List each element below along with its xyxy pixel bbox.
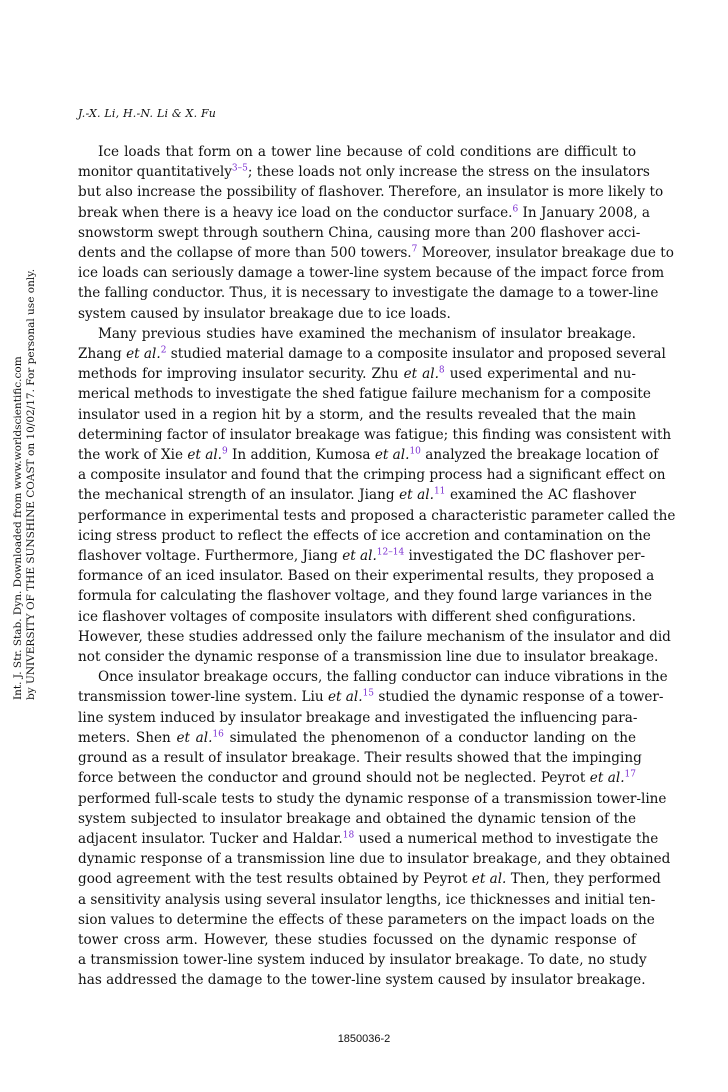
paragraph-2-line: the mechanical strength of an insulator. Jiang et al.$^{11}$ examined the AC flashover xyxy=(78,486,636,504)
paragraph-3-line: good agreement with the test results obtained by Peyrot et al. Then, they performed xyxy=(78,871,661,888)
paragraph-3-line: sion values to determine the effects of these parameters on the impact loads on the xyxy=(78,911,655,928)
paragraph-3-line: system subjected to insulator breakage and obtained the dynamic tension of the xyxy=(78,810,636,827)
citation-link[interactable]: 11 xyxy=(433,486,446,497)
paragraph-2-line: determining factor of insulator breakage was fatigue; this finding was consistent with xyxy=(78,426,672,443)
citation-link[interactable]: 18 xyxy=(342,830,355,841)
paragraph-3-line: line system induced by insulator breakage and investigated the influencing para- xyxy=(78,709,638,726)
paragraph-3-line: ground as a result of insulator breakage. Their results showed that the impinging xyxy=(78,750,642,767)
paragraph-3-line: Once insulator breakage occurs, the falling conductor can induce vibrations in the xyxy=(98,669,668,686)
running-head: J.-X. Li, H.-N. Li & X. Fu xyxy=(78,107,217,120)
paragraph-2-line: Zhang et al.$^2$ studied material damage to a composite insulator and proposed several xyxy=(78,345,666,363)
paragraph-2-line: a composite insulator and found that the crimping process had a significant effect on xyxy=(78,467,666,484)
paragraph-1-line: but also increase the possibility of flashover. Therefore, an insulator is more likely to xyxy=(78,184,664,201)
paragraph-3-line: a transmission tower-line system induced by insulator breakage. To date, no study xyxy=(78,952,647,969)
paragraph-2-line: the work of Xie et al.$^9$ In addition, Kumosa et al.$^{10}$ analyzed the breakage location of xyxy=(78,446,659,464)
citation-link[interactable]: 3–5 xyxy=(231,163,248,174)
paragraph-3-line: a sensitivity analysis using several insulator lengths, ice thicknesses and initial ten- xyxy=(78,891,656,908)
paragraph-1-line: the falling conductor. Thus, it is necessary to investigate the damage to a tower-line xyxy=(78,285,659,302)
citation-link[interactable]: 10 xyxy=(409,446,421,457)
citation-link[interactable]: 8 xyxy=(438,365,445,376)
citation-link[interactable]: 16 xyxy=(212,729,224,740)
paragraph-1-line: Ice loads that form on a tower line because of cold conditions are difficult to xyxy=(98,144,636,160)
paragraph-3-line: force between the conductor and ground should not be neglected. Peyrot et al.$^{17}$ xyxy=(78,769,636,787)
paragraph-2-line: formula for calculating the flashover voltage, and they found large variances in the xyxy=(78,588,653,605)
paragraph-1-line: dents and the collapse of more than 500 towers.$^7$ Moreover, insulator breakage due to xyxy=(78,244,674,262)
paragraph-1-line: monitor quantitatively$^{3-5}$; these loads not only increase the stress on the insulators xyxy=(78,163,650,181)
paragraph-3-line: performed full-scale tests to study the dynamic response of a transmission tower-line xyxy=(78,790,667,807)
paragraph-3-line: dynamic response of a transmission line due to insulator breakage, and they obtained xyxy=(78,851,671,868)
download-notice-line-1: Int. J. Str. Stab. Dyn. Downloaded from www.worldscientific.com xyxy=(12,356,24,700)
paragraph-3-line: has addressed the damage to the tower-line system caused by insulator breakage. xyxy=(78,972,646,989)
page-number: 1850036-2 xyxy=(337,1033,391,1045)
paragraph-1-line: snowstorm swept through southern China, causing more than 200 flashover acci- xyxy=(78,224,641,241)
citation-link[interactable]: 17 xyxy=(624,769,636,780)
paragraph-3-line: adjacent insulator. Tucker and Haldar.$^{18}$ used a numerical method to investigate the xyxy=(78,830,659,847)
paragraph-2-line: ice flashover voltages of composite insulators with different shed configurations. xyxy=(78,608,636,625)
download-notice xyxy=(12,269,38,700)
paragraph-2-line: performance in experimental tests and proposed a characteristic parameter called the xyxy=(78,507,676,524)
citation-link[interactable]: 7 xyxy=(411,244,418,255)
body-text xyxy=(78,142,676,991)
citation-link[interactable]: 12–14 xyxy=(376,547,405,558)
citation-link[interactable]: 6 xyxy=(512,204,519,215)
paragraph-3-line: meters. Shen et al.$^{16}$ simulated the phenomenon of a conductor landing on the xyxy=(78,729,636,746)
paragraph-2-line: insulator used in a region hit by a storm, and the results revealed that the main xyxy=(78,406,636,423)
paragraph-2-line: flashover voltage. Furthermore, Jiang et al.$^{12-14}$ investigated the DC flashover per- xyxy=(78,547,646,565)
citation-link[interactable]: 2 xyxy=(160,345,167,356)
paragraph-2-line: Many previous studies have examined the mechanism of insulator breakage. xyxy=(98,325,636,342)
paragraph-2-line: merical methods to investigate the shed fatigue failure mechanism for a composite xyxy=(78,386,651,403)
paragraph-1-line: system caused by insulator breakage due to ice loads. xyxy=(78,305,451,322)
paragraph-1-line: ice loads can seriously damage a tower-line system because of the impact force from xyxy=(78,265,665,282)
paragraph-2-line: methods for improving insulator security. Zhu et al.$^8$ used experimental and nu- xyxy=(78,365,636,383)
paragraph-2-line: icing stress product to reflect the effects of ice accretion and contamination on the xyxy=(78,527,651,544)
paragraph-2-line: not consider the dynamic response of a transmission line due to insulator breakage. xyxy=(78,649,659,666)
citation-link[interactable]: 15 xyxy=(362,688,375,699)
citation-link[interactable]: 9 xyxy=(222,446,228,457)
paragraph-1-line: break when there is a heavy ice load on the conductor surface.$^6$ In January 2008, a xyxy=(78,204,650,221)
paragraph-2-line: However, these studies addressed only the failure mechanism of the insulator and did xyxy=(78,628,671,645)
paragraph-3-line: tower cross arm. However, these studies focussed on the dynamic response of xyxy=(78,931,636,948)
download-notice-line-2: by UNIVERSITY OF THE SUNSHINE COAST on 10/02/17. For personal use only. xyxy=(25,268,37,700)
paragraph-3-line: transmission tower-line system. Liu et al.$^{15}$ studied the dynamic response of a tower- xyxy=(78,688,664,706)
paragraph-2-line: formance of an iced insulator. Based on their experimental results, they proposed a xyxy=(78,568,655,585)
